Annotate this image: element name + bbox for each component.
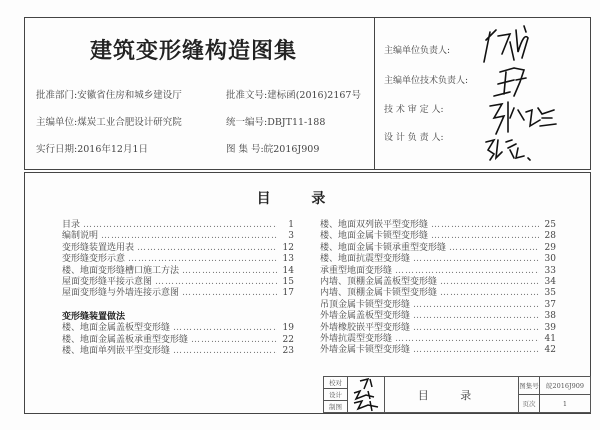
toc-page: 3: [288, 231, 294, 242]
toc-label: 目录: [62, 220, 81, 230]
toc-entry[interactable]: [320, 220, 556, 231]
toc-page: 41: [544, 334, 556, 345]
contents-left-column: [62, 220, 294, 357]
toc-entry[interactable]: [62, 254, 294, 265]
toc-label: 吊顶金属卡锁型变形缝: [320, 299, 411, 310]
toc-label: 楼、地面金属盖板承重型变形缝: [62, 334, 189, 345]
toc-page: 1: [288, 220, 294, 230]
toc-label: 外墙金属卡锁型变形缝: [320, 345, 411, 356]
divider: [374, 17, 375, 170]
effective-date: 实行日期:2016年12月1日: [36, 144, 149, 155]
toc-entry[interactable]: [62, 288, 294, 299]
toc-page: 14: [282, 265, 294, 276]
toc-entry[interactable]: [62, 231, 294, 242]
toc-entry[interactable]: [320, 311, 556, 322]
toc-label: 内墙、顶棚金属卡锁型变形缝: [320, 288, 438, 299]
toc-entry[interactable]: [320, 266, 556, 277]
toc-label: 变形缝变形示意: [62, 254, 126, 265]
toc-entry[interactable]: [62, 335, 294, 346]
toc-entry[interactable]: [62, 346, 294, 357]
toc-label: 楼、地面单列嵌平型变形缝: [62, 346, 171, 357]
toc-entry[interactable]: [320, 243, 556, 254]
toc-label: 楼、地面金属盖板型变形缝: [62, 323, 171, 334]
toc-page: 37: [544, 299, 556, 310]
design-label: 设计: [323, 388, 348, 401]
toc-page: 35: [544, 288, 556, 299]
toc-page: 17: [282, 288, 294, 299]
toc-label: 屋面变形缝与外墙连接示意图: [62, 288, 180, 299]
toc-page: 39: [544, 322, 556, 333]
toc-entry[interactable]: [320, 334, 556, 345]
toc-page: 33: [544, 265, 556, 276]
toc-entry[interactable]: [62, 323, 294, 334]
atlas-no-label: 图集号: [518, 376, 540, 395]
toc-entry[interactable]: [62, 243, 294, 254]
signature-cell: [347, 376, 385, 413]
toc-page: 25: [544, 220, 556, 230]
toc-label: 外墙抗震型变形缝: [320, 334, 393, 345]
contents-right-column: [320, 220, 556, 357]
toc-page: 28: [544, 231, 556, 242]
toc-entry[interactable]: [320, 254, 556, 265]
unified-number: 统一编号:DBJT11-188: [226, 117, 326, 128]
check-label: 校对: [323, 376, 348, 389]
draw-label: 制图: [323, 400, 348, 413]
page-value: 1: [539, 394, 591, 413]
signature-label: 技 术 审 定 人:: [384, 105, 444, 115]
signature-label: 主编单位负责人:: [384, 46, 451, 56]
toc-page: 13: [282, 254, 294, 265]
sheet-title: 目 录: [384, 376, 519, 413]
section-heading: 变形缝装置做法: [62, 311, 126, 322]
toc-label: 楼、地面抗震型变形缝: [320, 254, 411, 265]
atlas-no-value: 皖2016J909: [539, 376, 591, 395]
toc-label: 内墙、顶棚金属盖板型变形缝: [320, 277, 438, 288]
toc-label: 楼、地面双列嵌平型变形缝: [320, 220, 429, 230]
editor-unit: 主编单位:煤炭工业合肥设计研究院: [36, 117, 182, 128]
signature-label: 设 计 负 责 人:: [384, 133, 444, 143]
approval-dept: 批准部门:安徽省住房和城乡建设厅: [36, 90, 182, 101]
toc-page: 34: [544, 277, 556, 288]
toc-label: 楼、地面变形缝槽口施工方法: [62, 265, 180, 276]
toc-page: 19: [282, 323, 294, 334]
toc-entry[interactable]: [320, 300, 556, 311]
toc-entry[interactable]: [320, 323, 556, 334]
toc-page: 30: [544, 254, 556, 265]
toc-label: 承重型地面变形缝: [320, 265, 393, 276]
toc-entry[interactable]: [320, 231, 556, 242]
title-block-signatures: [348, 377, 384, 413]
toc-entry[interactable]: [320, 277, 556, 288]
toc-label: 屋面变形缝平接示意图: [62, 277, 153, 288]
toc-page: 15: [282, 277, 294, 288]
toc-label: 外墙金属盖板型变形缝: [320, 311, 411, 322]
toc-entry[interactable]: [320, 288, 556, 299]
page-label: 页次: [518, 394, 540, 413]
signature-label: 主编单位技术负责人:: [384, 76, 469, 86]
toc-page: 38: [544, 311, 556, 322]
atlas-number: 图 集 号:皖2016J909: [226, 144, 320, 155]
approval-doc: 批准文号:建标函(2016)2167号: [226, 90, 361, 101]
toc-entry[interactable]: [62, 266, 294, 277]
toc-page: 23: [282, 346, 294, 357]
toc-entry[interactable]: [320, 345, 556, 356]
toc-label: 楼、地面金属卡锁承重型变形缝: [320, 242, 447, 253]
toc-entry[interactable]: [62, 277, 294, 288]
atlas-title: 建筑变形缝构造图集: [90, 39, 298, 64]
toc-label: 变形缝装置选用表: [62, 242, 135, 253]
toc-page: 22: [282, 334, 294, 345]
toc-page: 12: [282, 242, 294, 253]
toc-label: 外墙橡胶嵌平型变形缝: [320, 322, 411, 333]
handwritten-signatures: [480, 22, 580, 162]
toc-label: 编制说明: [62, 231, 99, 242]
toc-entry[interactable]: [62, 220, 294, 231]
toc-page: 42: [544, 345, 556, 356]
contents-heading: 目 录: [256, 191, 344, 207]
toc-label: 楼、地面金属卡锁型变形缝: [320, 231, 429, 242]
toc-page: 29: [544, 242, 556, 253]
